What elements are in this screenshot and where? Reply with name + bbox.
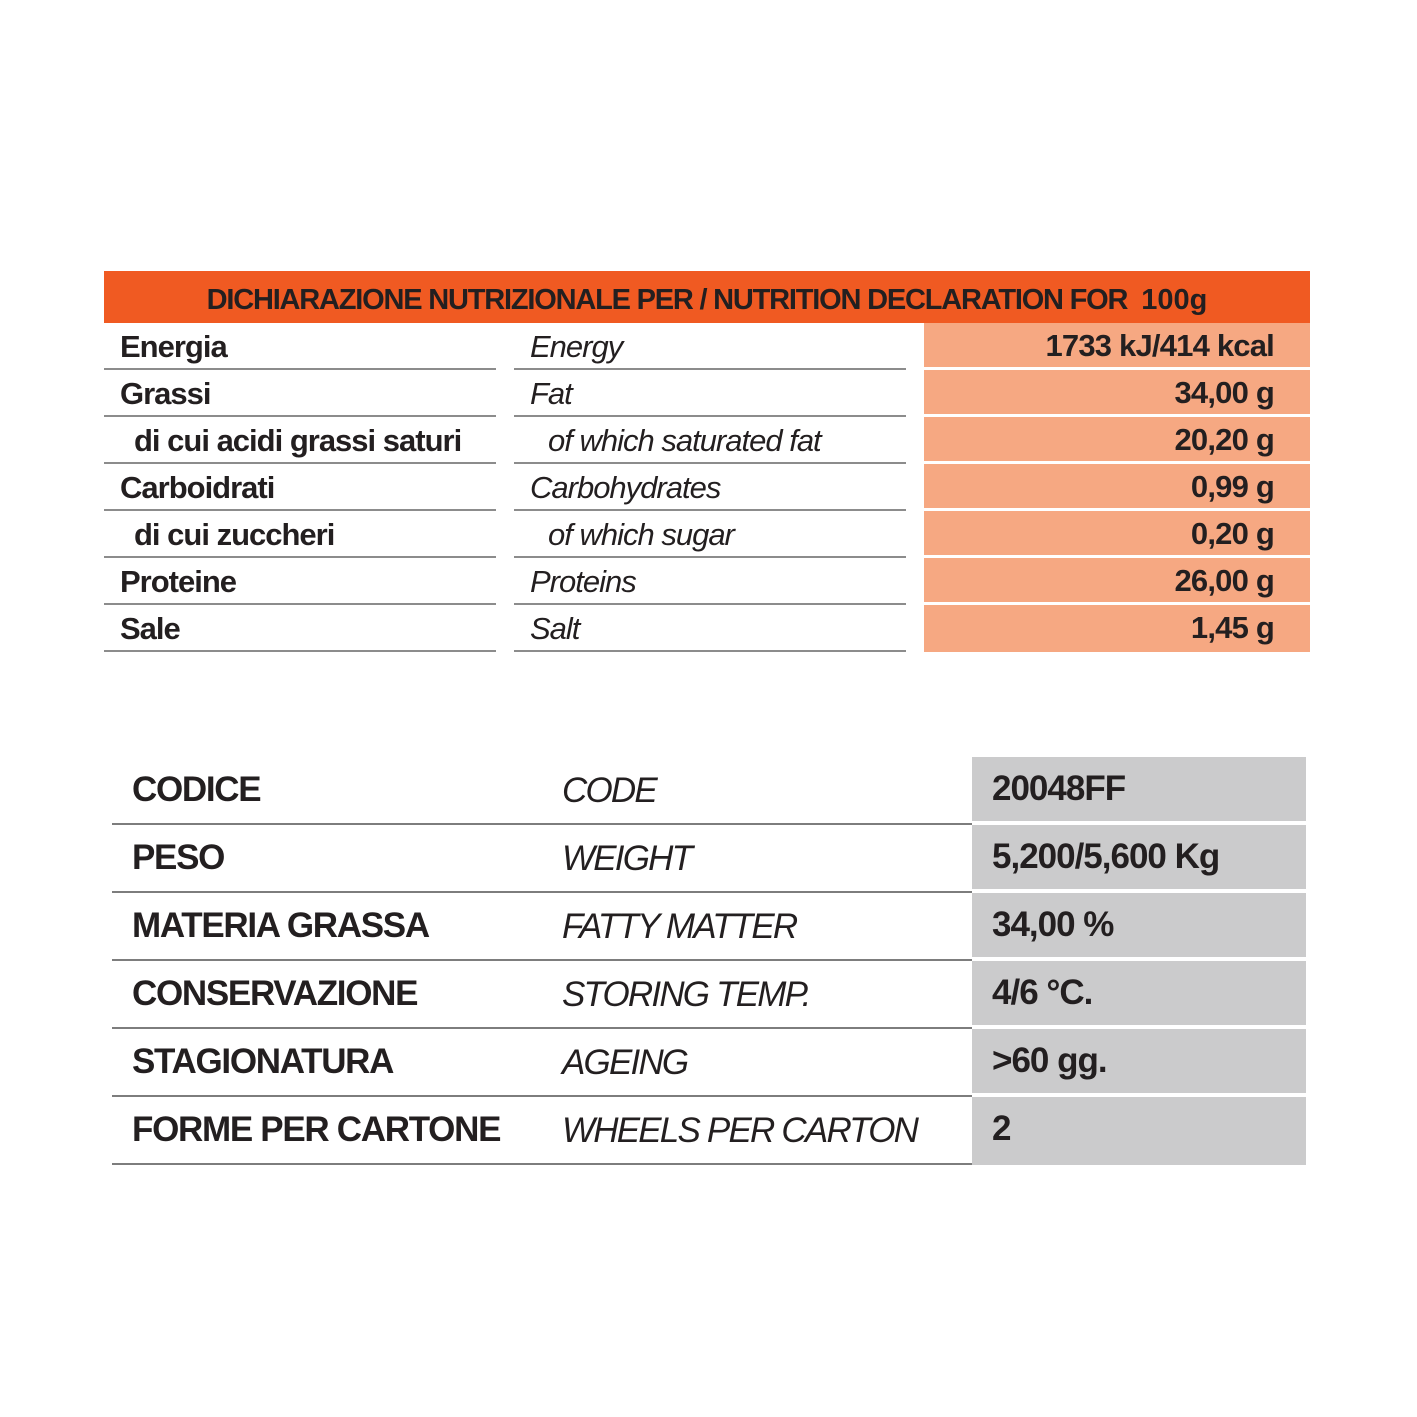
nutrition-value: 1733 kJ/414 kcal — [924, 323, 1310, 370]
nutrition-label-it: Grassi — [104, 370, 496, 417]
product-row-ageing — [112, 1029, 1306, 1097]
nutrition-row-saturated-fat — [104, 417, 1310, 464]
nutrition-label-en: Energy — [514, 323, 906, 370]
product-row-fatty-matter — [112, 893, 1306, 961]
product-value: 34,00 % — [972, 893, 1306, 961]
product-value: 2 — [972, 1097, 1306, 1165]
product-value: 20048FF — [972, 757, 1306, 825]
nutrition-value: 34,00 g — [924, 370, 1310, 417]
product-label-it: CONSERVAZIONE — [112, 961, 972, 1029]
nutrition-label-en: Salt — [514, 605, 906, 652]
product-row-storing-temp — [112, 961, 1306, 1029]
nutrition-header — [104, 271, 1310, 323]
nutrition-label-it: Sale — [104, 605, 496, 652]
product-label-it: STAGIONATURA — [112, 1029, 972, 1097]
product-value: 5,200/5,600 Kg — [972, 825, 1306, 893]
nutrition-label-it: di cui zuccheri — [104, 511, 496, 558]
nutrition-row-carbohydrates — [104, 464, 1310, 511]
product-label-it: PESO — [112, 825, 972, 893]
nutrition-label-en: Carbohydrates — [514, 464, 906, 511]
product-label-it: CODICE — [112, 757, 972, 825]
product-label-it: MATERIA GRASSA — [112, 893, 972, 961]
nutrition-label-en: Proteins — [514, 558, 906, 605]
nutrition-row-fat — [104, 370, 1310, 417]
nutrition-value: 1,45 g — [924, 605, 1310, 652]
nutrition-label-en: of which saturated fat — [514, 417, 906, 464]
nutrition-value: 20,20 g — [924, 417, 1310, 464]
nutrition-label-it: Carboidrati — [104, 464, 496, 511]
product-label-en: WEIGHT — [562, 839, 692, 878]
nutrition-value: 0,20 g — [924, 511, 1310, 558]
nutrition-header-title: DICHIARAZIONE NUTRIZIONALE PER / NUTRITION DECLARATION FOR — [206, 283, 1128, 316]
product-row-wheels-per-carton — [112, 1097, 1306, 1165]
nutrition-row-proteins — [104, 558, 1310, 605]
nutrition-label-en: of which sugar — [514, 511, 906, 558]
nutrition-value: 0,99 g — [924, 464, 1310, 511]
product-info-table — [112, 757, 1306, 1165]
nutrition-label-it: di cui acidi grassi saturi — [104, 417, 496, 464]
nutrition-label-en: Fat — [514, 370, 906, 417]
nutrition-row-sugar — [104, 511, 1310, 558]
product-value: >60 gg. — [972, 1029, 1306, 1097]
nutrition-label-it: Energia — [104, 323, 496, 370]
product-label-en: FATTY MATTER — [562, 907, 797, 946]
product-value: 4/6 °C. — [972, 961, 1306, 1029]
nutrition-row-energy — [104, 323, 1310, 370]
nutrition-header-amount: 100g — [1141, 283, 1208, 316]
product-label-en: WHEELS PER CARTON — [562, 1111, 918, 1150]
nutrition-row-salt — [104, 605, 1310, 652]
product-label-en: CODE — [562, 771, 656, 810]
nutrition-value: 26,00 g — [924, 558, 1310, 605]
product-label-en: AGEING — [562, 1043, 688, 1082]
product-label-it: FORME PER CARTONE — [112, 1097, 972, 1165]
nutrition-table — [104, 271, 1310, 652]
product-label-en: STORING TEMP. — [562, 975, 810, 1014]
product-row-weight — [112, 825, 1306, 893]
nutrition-label-it: Proteine — [104, 558, 496, 605]
product-row-code — [112, 757, 1306, 825]
